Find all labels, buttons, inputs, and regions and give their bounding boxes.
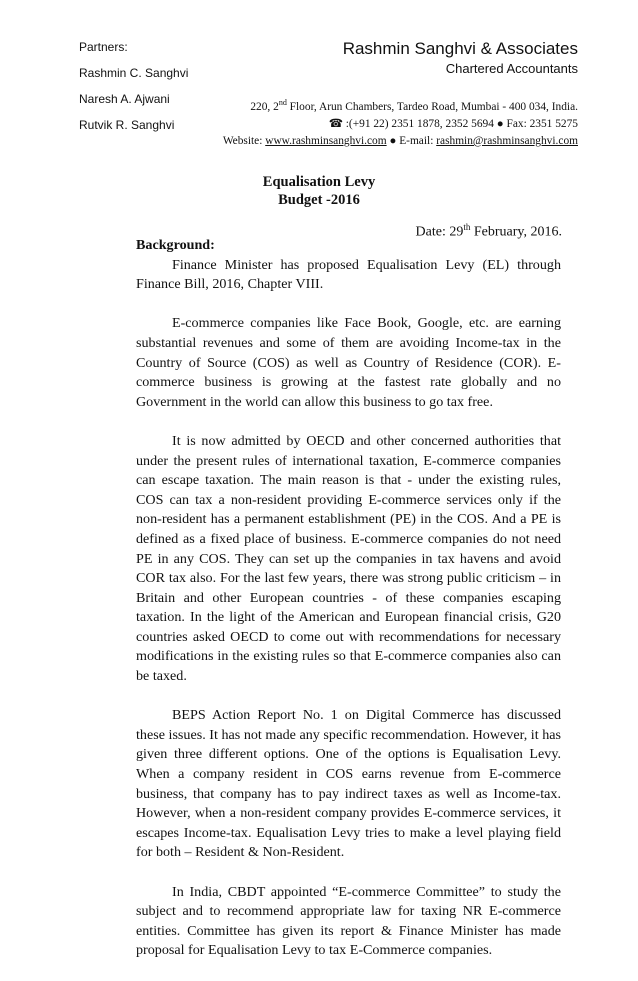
section-heading: Background: [136,237,215,253]
partners-block [79,40,188,144]
paragraph: E-commerce companies like Face Book, Google, etc. are earning substantial revenues and some of them are avoiding Income-tax in the Country of Source (COS) as well as Country of Residence (COR). E-commerce business is growing at the fastest rate globally and no Government in the world can allow this business to go tax free. [136,315,561,410]
document-date: Date: 29th February, 2016. [415,222,562,240]
partner-name: Rashmin C. Sanghvi [79,66,189,80]
partners-label: Partners: [79,40,128,54]
partner-name: Rutvik R. Sanghvi [79,118,175,132]
paragraph: In India, CBDT appointed “E-commerce Committee” to study the subject and to recommend appropriate law for taxing NR E-commerce entities. Committee has given its report & Finance Minister has made proposal for Equalisation Levy to tax E-Commerce companies. [136,883,561,959]
paragraph: It is now admitted by OECD and other concerned authorities that under the present rules of international taxation, E-commerce companies can escape taxation. The main reason is that - under the existing rules, COS can tax a non-resident providing E-commerce services only if the non-resident has a permanent establishment (PE) in the COS. And a PE is defined as a fixed place of business. E-commerce companies do not need PE in any COS. They can set up the companies in tax havens and avoid COR tax also. For the last few years, there was strong public criticism – in Britain and other European countries - of these companies escaping taxation. In the light of the American and European financial crisis, G20 countries asked OECD to come out with recommendations for necessary modifications in the existing rules so that E-commerce companies also can be taxed. [136,432,561,685]
document-body [136,236,561,981]
firm-name: Rashmin Sanghvi & Associates [342,39,578,58]
document-title: Equalisation Levy [262,174,376,190]
paragraph: Finance Minister has proposed Equalisation Levy (EL) through Finance Bill, 2016, Chapter VIII. [136,256,561,293]
website-link[interactable]: www.rashminsanghvi.com [265,134,387,147]
firm-subtitle: Chartered Accountants [445,61,578,76]
firm-header [343,38,578,78]
web-line: Website: www.rashminsanghvi.com ● E-mail: rashmin@rashminsanghvi.com [222,134,578,147]
contact-block [223,94,578,150]
phone-line: ☎ :(+91 22) 2351 1878, 2352 5694 ● Fax: 2351 5275 [328,117,578,130]
paragraph: BEPS Action Report No. 1 on Digital Commerce has discussed these issues. It has not made any specific recommendation. However, it has given three different options. One of the options is Equalisation Levy. When a company resident in COS earns revenue from E-commerce business, that company has to pay indirect taxes as well as Income-tax. However, when a non-resident company provides E-commerce services, it escapes Income-tax. Equalisation Levy tries to make a level playing field for both – Resident & Non-Resident. [136,707,561,861]
partner-name: Naresh A. Ajwani [79,92,170,106]
address-line: 220, 2nd Floor, Arun Chambers, Tardeo Road, Mumbai - 400 034, India. [250,98,578,113]
document-subtitle: Budget -2016 [278,192,360,208]
email-link[interactable]: rashmin@rashminsanghvi.com [436,134,578,147]
document-title-block [0,173,638,209]
